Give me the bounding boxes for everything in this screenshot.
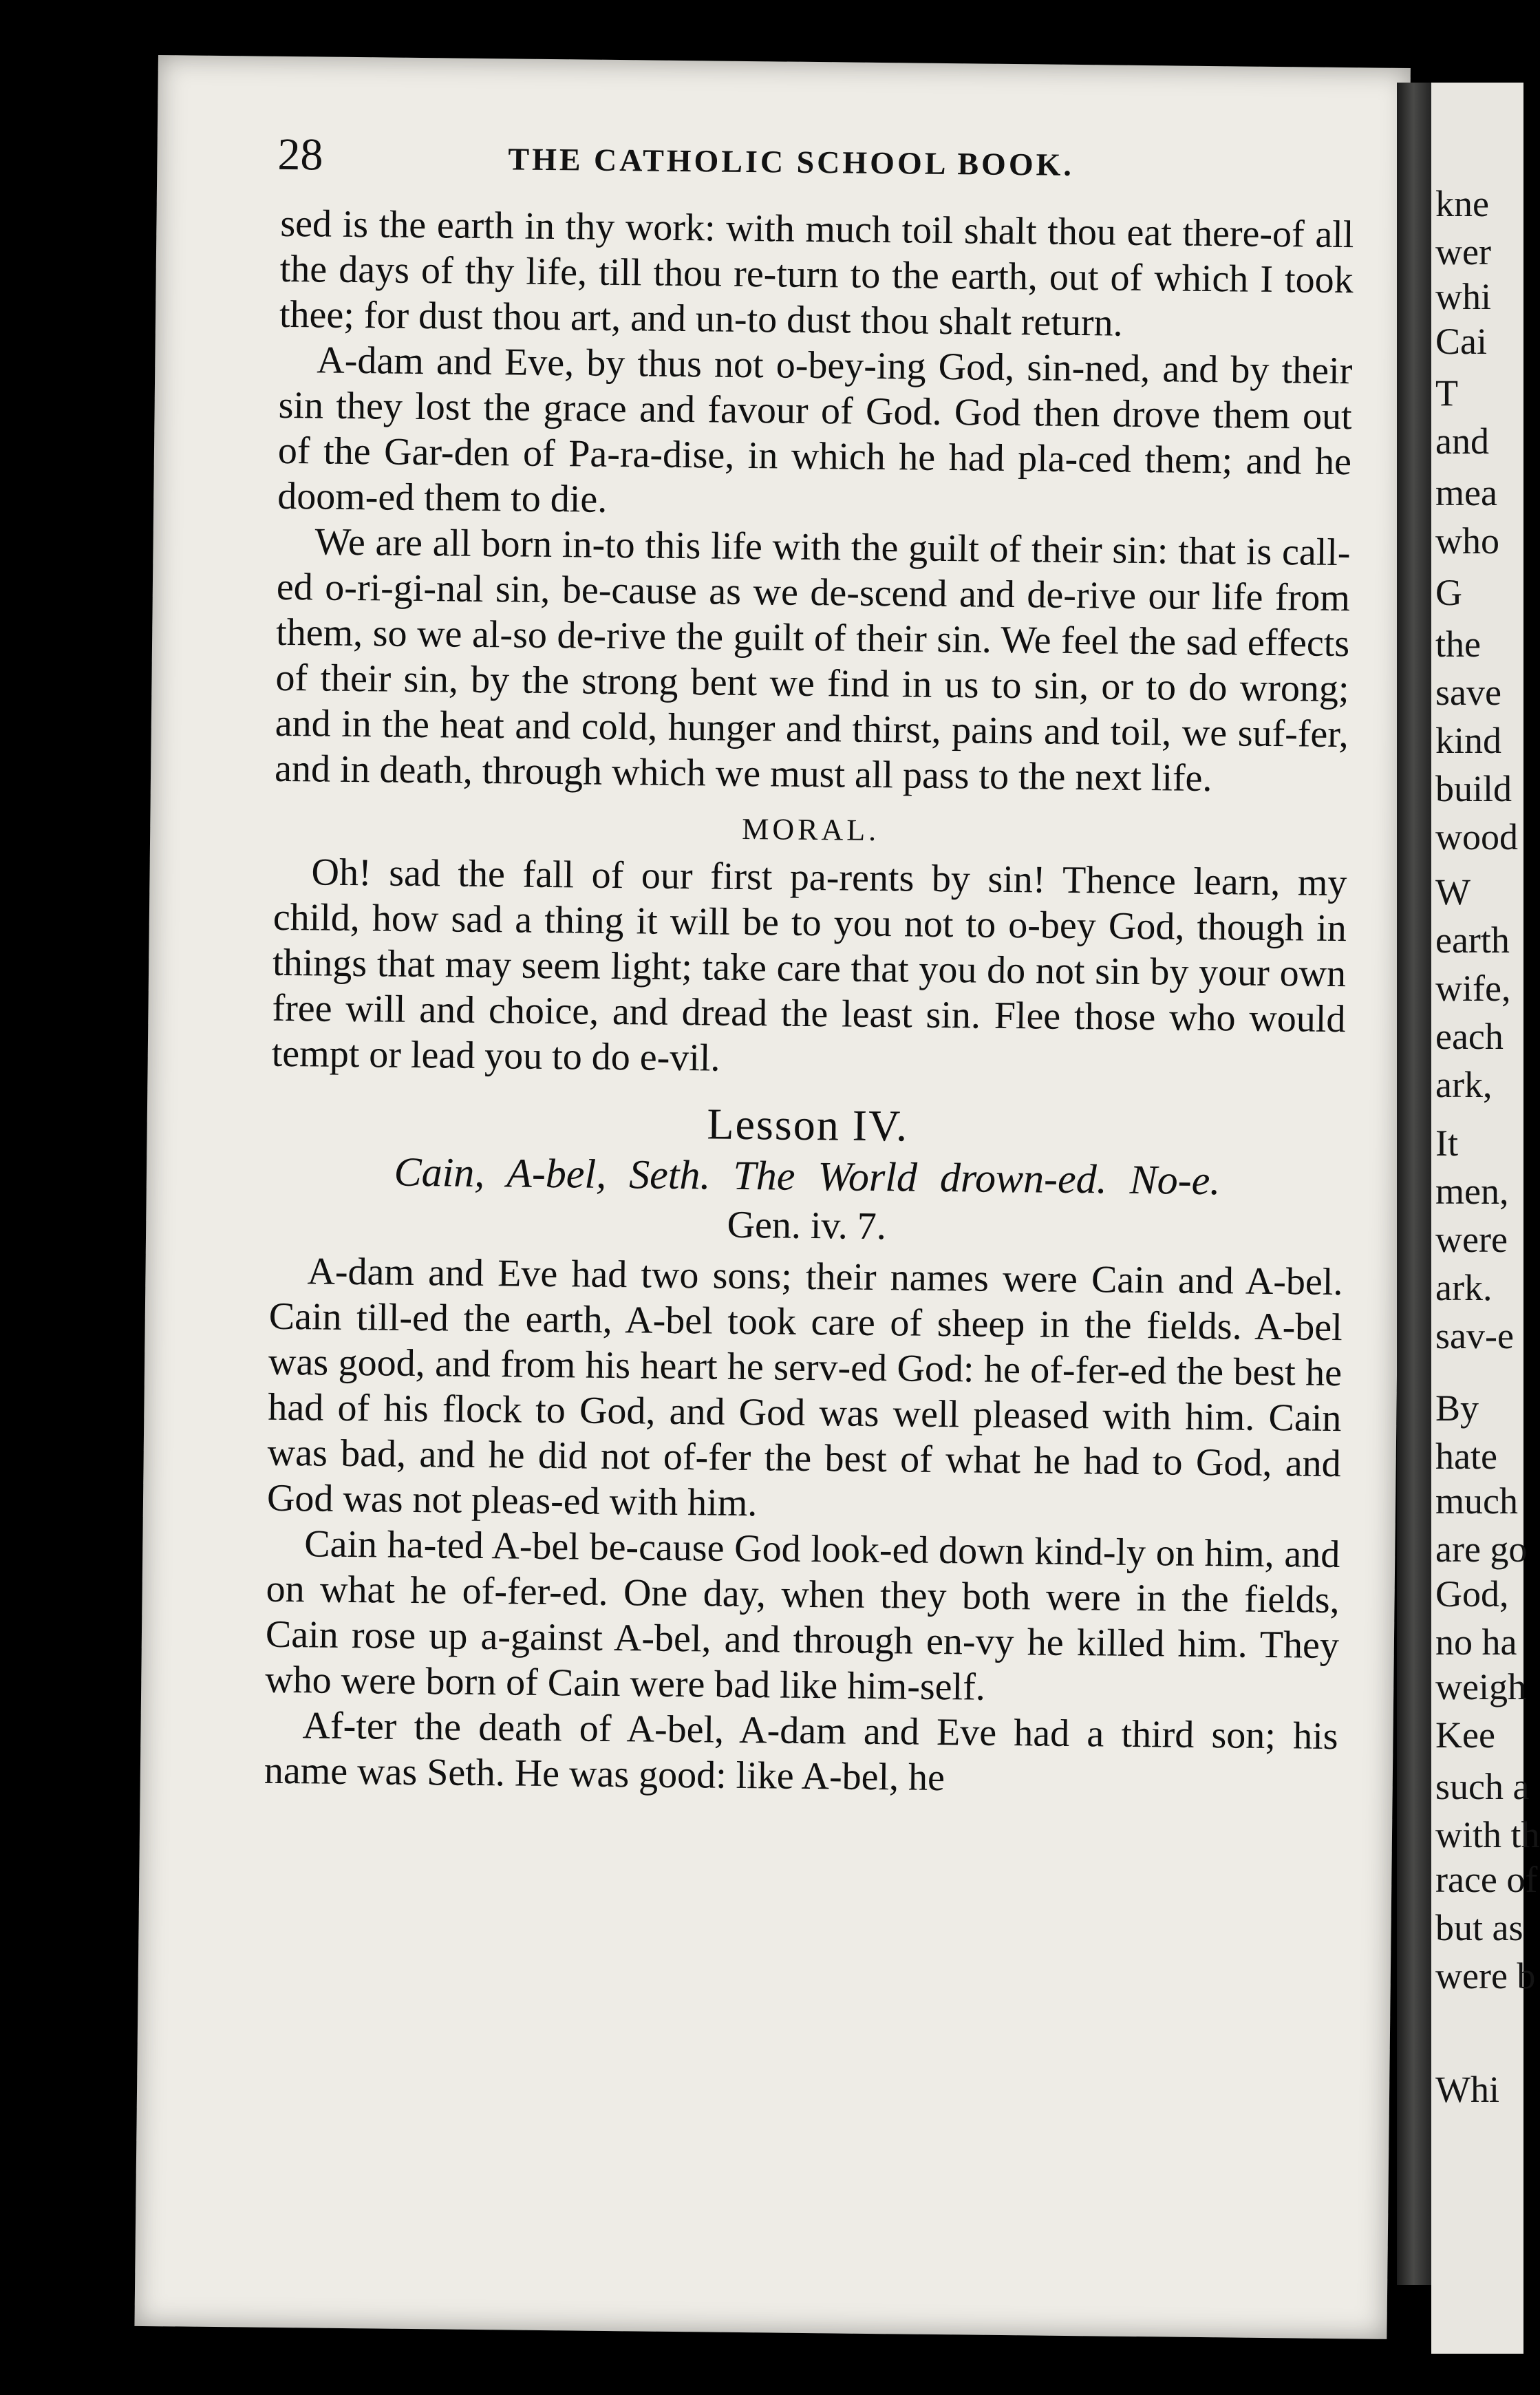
facing-page-fragment: By [1435,1387,1479,1429]
facing-page-fragment: hate [1435,1436,1497,1477]
facing-page-fragment: much [1435,1480,1518,1522]
facing-page-fragment: kind [1435,720,1502,761]
facing-page-fragment: wer [1435,231,1491,273]
scripture-reference: Gen. iv. 7. [727,1203,887,1248]
facing-page-fragment: sav-e [1435,1315,1514,1356]
facing-page-fragment: weigh [1435,1666,1526,1707]
body-text [264,201,1354,1805]
facing-page-fragment: wood [1435,816,1518,858]
facing-page-fragment: build [1435,768,1512,809]
running-head: THE CATHOLIC SCHOOL BOOK. [508,141,1075,182]
paragraph: A-dam and Eve had two sons; their names were Cain and A-bel. Cain till-ed the earth, A-bel took care of sheep in the fields. A-bel was good, and from his heart he serv-ed God: he of-fer-ed the best he had of his flock to God, and God was well pleased with him. Cain was bad, and he did not of-fer the best of what he had to God, and God was not pleas-ed with him. [266,1250,1343,1525]
page-header [277,129,1324,195]
lesson-title: Lesson IV. [707,1099,909,1151]
page-number: 28 [277,129,323,180]
book-page [134,55,1410,2339]
facing-page [1431,83,1540,2354]
paragraph: Cain ha-ted A-bel be-cause God look-ed down kind-ly on him, and on what he of-fer-ed. One day, when they both were in the fields, Cain rose up a-gainst A-bel, and through en-vy he killed him. They who were born of Cain were bad like him-self. [264,1522,1340,1709]
facing-page-fragment: T [1435,372,1458,414]
paragraph: A-dam and Eve, by thus not o-bey-ing God, sin-ned, and by their sin they lost the grace and favour of God. God then drove them out of the Gar-den of Pa-ra-dise, in which he had pla-ced them; and he doom-ed them to die. [277,339,1353,521]
facing-page-fragment: but as [1435,1907,1523,1948]
facing-page-fragment: earth [1435,919,1510,961]
facing-page-fragment: such a [1435,1766,1530,1807]
facing-page-fragment: ark, [1435,1064,1493,1105]
facing-page-fragment: mea [1435,472,1497,513]
facing-page-fragment: Cai [1435,321,1487,362]
facing-page-fragment: save [1435,672,1501,713]
facing-page-fragment: and [1435,421,1489,462]
facing-page-fragment: whi [1435,276,1491,317]
facing-page-fragment: men, [1435,1171,1509,1212]
paragraph: sed is the earth in thy work: with much toil shalt thou eat there-of all the days of thy life, till thou re-turn to the earth, out of which I took thee; for dust thou art, and un-to dust thou shalt return. [279,202,1354,345]
facing-page-fragment: were b [1435,1955,1536,1997]
paragraph: We are all born in-to this life with the guilt of their sin: that is call-ed o-ri-gi-nal sin, be-cause as we de-scend and de-rive our life from them, so we al-so de-rive the guilt of their sin. We feel the sad effects of their sin, by the strong bent we find in us to sin, or to do wrong; and in the heat and cold, hunger and thirst, pains and toil, we suf-fer, and in death, through which we must all pass to the next life. [274,520,1351,800]
paragraph: Af-ter the death of A-bel, A-dam and Eve had a third son; his name was Seth. He was good: like A-bel, he [264,1704,1338,1800]
moral-paragraph: Oh! sad the fall of our first pa-rents by sin! Thence learn, my child, how sad a thing it will be to you not to o-bey God, though in things that may seem light; take care that you do not sin by your own free will and choice, and dread the least sin. Flee those who would tempt or lead you to do e-vil. [271,851,1347,1080]
facing-page-fragment: no ha [1435,1621,1517,1663]
facing-page-fragment: ark. [1435,1267,1493,1308]
facing-page-fragment: W [1435,871,1471,913]
facing-page-fragment: It [1435,1122,1458,1164]
lesson-subtitle: Cain, A-bel, Seth. The World drown-ed. No-e. [394,1149,1221,1204]
facing-page-fragment: Kee [1435,1714,1495,1756]
facing-page-fragment: with th [1435,1814,1540,1855]
facing-page-fragment: God, [1435,1573,1509,1615]
facing-page-fragment: were [1435,1219,1508,1260]
facing-page-fragment: are go [1435,1529,1528,1570]
facing-page-fragment: wife, [1435,968,1511,1009]
facing-page-fragment: G [1435,572,1462,613]
facing-page-fragment: who [1435,520,1499,562]
facing-page-fragment: each [1435,1016,1504,1057]
facing-page-fragment: kne [1435,183,1489,224]
facing-page-fragment: race of [1435,1859,1538,1900]
facing-page-fragment: the [1435,624,1481,665]
facing-page-fragment: Whi [1435,2069,1499,2110]
moral-heading: MORAL. [742,811,880,848]
